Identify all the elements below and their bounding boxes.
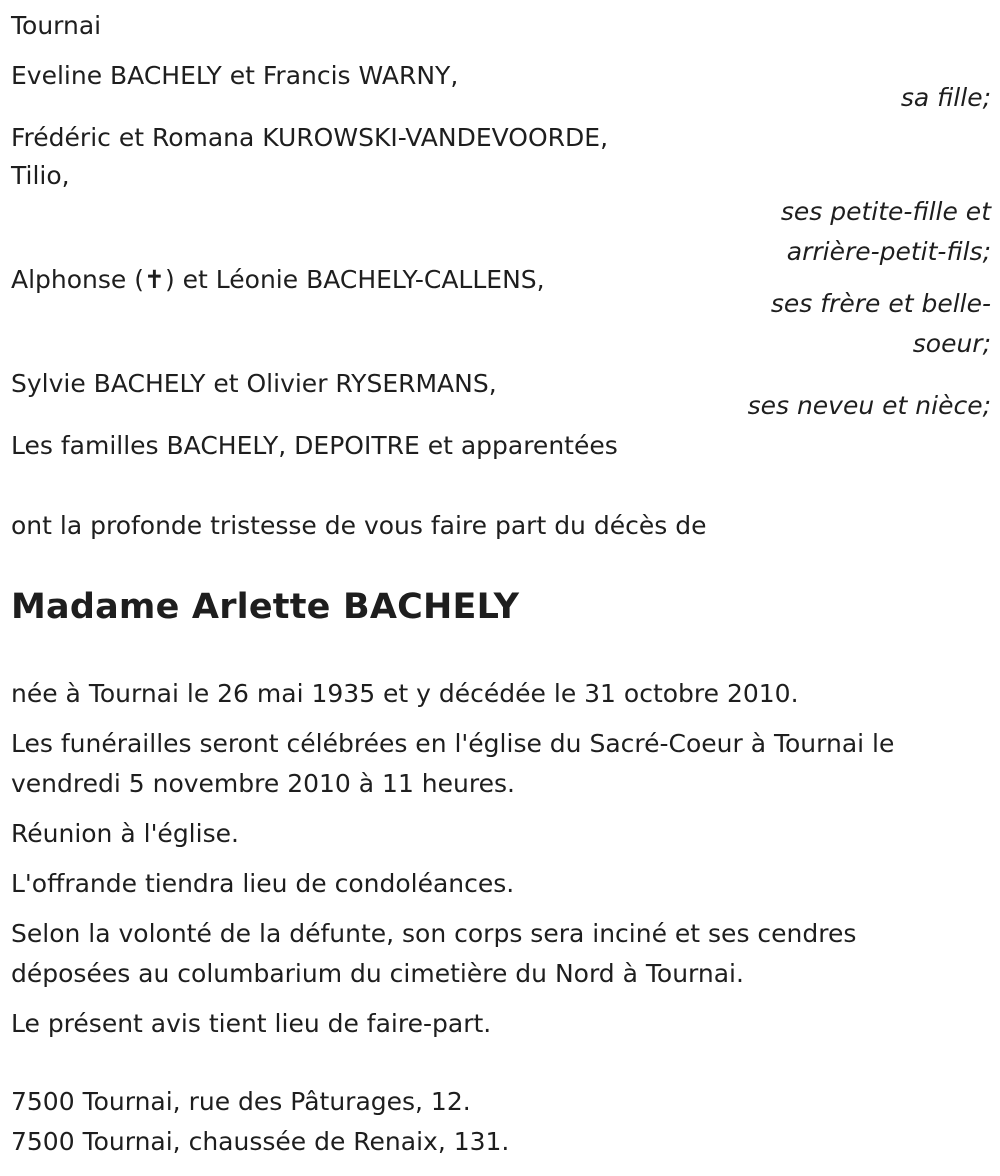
funeral-line: Les funérailles seront célébrées en l'église du Sacré-Coeur à Tournai le [11, 729, 895, 758]
address-line: 7500 Tournai, chaussée de Renaix, 131. [11, 1127, 510, 1156]
families-line: Les familles BACHELY, DEPOITRE et apparentées [11, 431, 618, 460]
notice-text: Le présent avis tient lieu de faire-part. [11, 1009, 492, 1038]
family-group-nephew-niece [11, 364, 991, 424]
family-names: Frédéric et Romana KUROWSKI-VANDEVOORDE, [11, 123, 609, 152]
family-names: Sylvie BACHELY et Olivier RYSERMANS, [11, 369, 497, 398]
family-relation: sa fille; [900, 83, 991, 112]
meeting-info: Réunion à l'église. [11, 819, 239, 848]
address-line: 7500 Tournai, rue des Pâturages, 12. [11, 1087, 471, 1116]
offering-info: L'offrande tiendra lieu de condoléances. [11, 869, 515, 898]
deceased-name: Madame Arlette BACHELY [11, 587, 520, 627]
funeral-info [11, 724, 894, 804]
family-group-daughter [11, 56, 991, 116]
family-relation: ses petite-fille et [780, 197, 991, 226]
family-names: Alphonse (✝) et Léonie BACHELY-CALLENS, [11, 265, 545, 294]
family-group-grandchildren [11, 118, 991, 266]
family-relation: ses frère et belle- [770, 289, 991, 318]
birth-death-dates: née à Tournai le 26 mai 1935 et y décédée le 31 octobre 2010. [11, 679, 799, 708]
family-relation: arrière-petit-fils; [786, 237, 991, 266]
cremation-line: Selon la volonté de la défunte, son corps sera inciné et ses cendres [11, 919, 857, 948]
cremation-info [11, 914, 856, 994]
funeral-line: vendredi 5 novembre 2010 à 11 heures. [11, 769, 515, 798]
family-names: Eveline BACHELY et Francis WARNY, [11, 61, 459, 90]
family-relation: ses neveu et nièce; [747, 391, 991, 420]
family-group-siblings [11, 260, 991, 370]
addresses [11, 1082, 509, 1162]
location: Tournai [11, 11, 102, 40]
cremation-line: déposées au columbarium du cimetière du Nord à Tournai. [11, 959, 744, 988]
family-relation: soeur; [912, 329, 991, 358]
announcement: ont la profonde tristesse de vous faire part du décès de [11, 511, 707, 540]
family-names: Tilio, [11, 161, 70, 190]
